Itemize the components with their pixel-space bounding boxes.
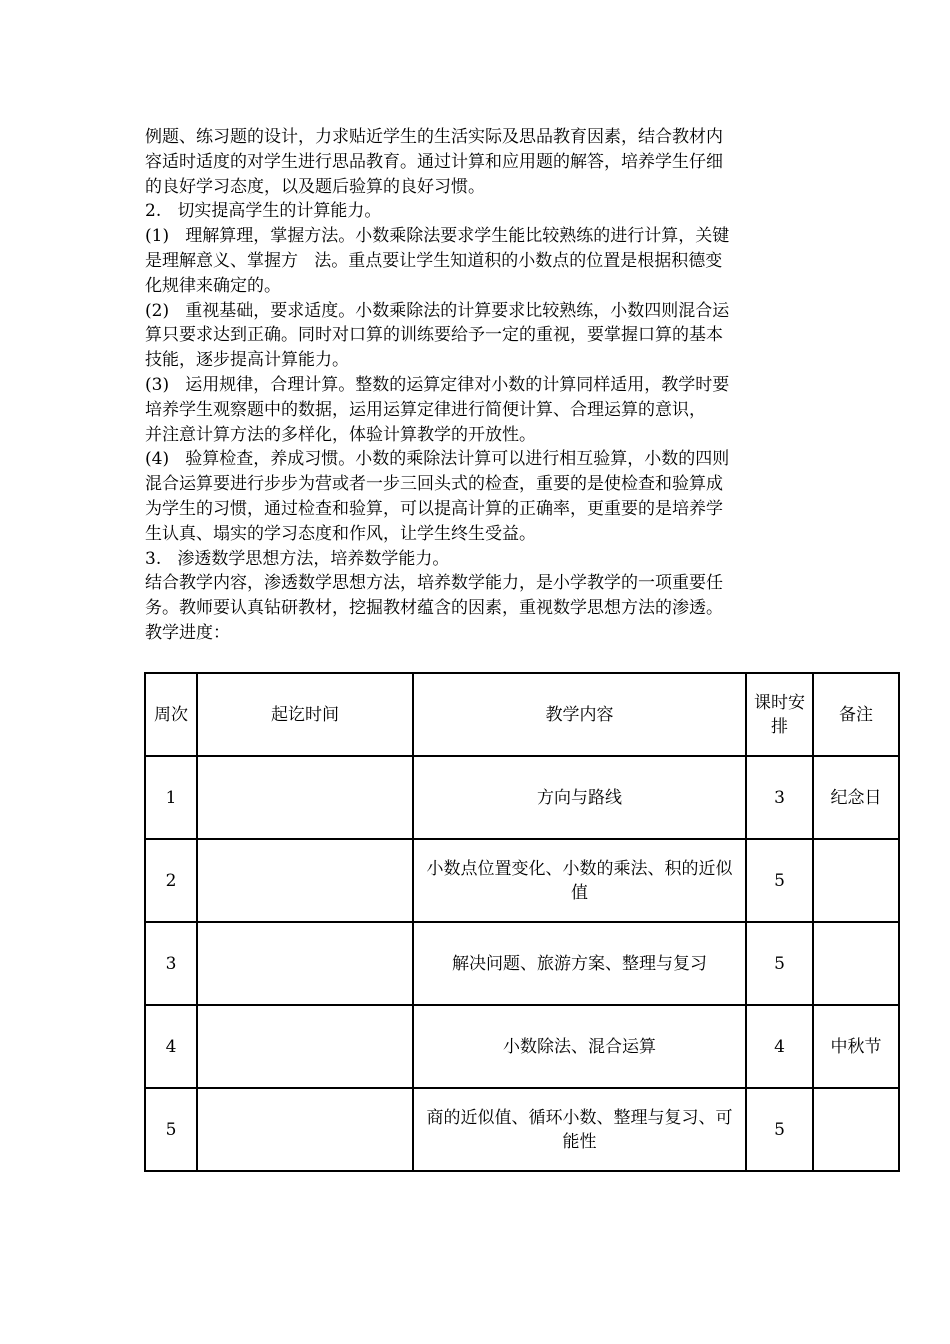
table-header-row	[145, 673, 899, 756]
header-time: 起讫时间	[197, 673, 413, 756]
paragraph-line: 技能，逐步提高计算能力。	[145, 350, 349, 371]
cell-time	[197, 756, 413, 839]
cell-note	[813, 1088, 899, 1171]
cell-time	[197, 839, 413, 922]
cell-hours: 5	[746, 922, 813, 1005]
teaching-schedule-table	[144, 672, 900, 1172]
table-row	[145, 922, 899, 1005]
paragraph-line: (4) 验算检查，养成习惯。小数的乘除法计算可以进行相互验算，小数的四则	[145, 449, 730, 470]
paragraph-line: 化规律来确定的。	[145, 275, 281, 296]
cell-hours: 5	[746, 839, 813, 922]
paragraph-line: (3) 运用规律，合理计算。整数的运算定律对小数的计算同样适用，教学时要	[145, 374, 730, 395]
cell-week: 3	[145, 922, 197, 1005]
table-row	[145, 756, 899, 839]
cell-hours: 5	[746, 1088, 813, 1171]
paragraph-line: (1) 理解算理，掌握方法。小数乘除法要求学生能比较熟练的进行计算，关键	[145, 226, 730, 247]
paragraph-line: 混合运算要进行步步为营或者一步三回头式的检查，重要的是使检查和验算成	[145, 474, 723, 495]
paragraph-line: (2) 重视基础，要求适度。小数乘除法的计算要求比较熟练，小数四则混合运	[145, 300, 730, 321]
cell-time	[197, 1005, 413, 1088]
cell-week: 4	[145, 1005, 197, 1088]
section-heading-3: 3. 渗透数学思想方法，培养数学能力。	[145, 548, 450, 569]
paragraph-line: 的良好学习态度，以及题后验算的良好习惯。	[145, 176, 485, 197]
cell-week: 1	[145, 756, 197, 839]
cell-hours: 4	[746, 1005, 813, 1088]
paragraph-line: 容适时适度的对学生进行思品教育。通过计算和应用题的解答，培养学生仔细	[145, 151, 723, 172]
cell-note	[813, 839, 899, 922]
cell-content: 小数除法、混合运算	[413, 1005, 746, 1088]
paragraph-line: 为学生的习惯，通过检查和验算，可以提高计算的正确率，更重要的是培养学	[145, 498, 723, 519]
table-row	[145, 1005, 899, 1088]
paragraph-line: 算只要求达到正确。同时对口算的训练要给予一定的重视，要掌握口算的基本	[145, 325, 723, 346]
table-row	[145, 839, 899, 922]
paragraph-line: 培养学生观察题中的数据，运用运算定律进行简便计算、合理运算的意识，	[145, 399, 706, 420]
header-content: 教学内容	[413, 673, 746, 756]
header-hours: 课时安排	[746, 673, 813, 756]
cell-time	[197, 922, 413, 1005]
section-heading-2: 2. 切实提高学生的计算能力。	[145, 201, 382, 222]
paragraph-line: 结合教学内容，渗透数学思想方法，培养数学能力，是小学教学的一项重要任	[145, 573, 723, 594]
cell-time	[197, 1088, 413, 1171]
paragraph-line: 生认真、塌实的学习态度和作风，让学生终生受益。	[145, 523, 536, 544]
paragraph-line: 务。教师要认真钻研教材，挖掘教材蕴含的因素，重视数学思想方法的渗透。	[145, 598, 723, 619]
cell-note	[813, 922, 899, 1005]
body-text	[145, 125, 815, 646]
paragraph-line: 是理解意义、掌握方 法。重点要让学生知道积的小数点的位置是根据积德变	[145, 250, 723, 271]
cell-content: 商的近似值、循环小数、整理与复习、可能性	[413, 1088, 746, 1171]
cell-content: 方向与路线	[413, 756, 746, 839]
cell-note: 纪念日	[813, 756, 899, 839]
cell-content: 小数点位置变化、小数的乘法、积的近似值	[413, 839, 746, 922]
header-week: 周次	[145, 673, 197, 756]
cell-content: 解决问题、旅游方案、整理与复习	[413, 922, 746, 1005]
cell-week: 2	[145, 839, 197, 922]
cell-note: 中秋节	[813, 1005, 899, 1088]
cell-week: 5	[145, 1088, 197, 1171]
cell-hours: 3	[746, 756, 813, 839]
header-note: 备注	[813, 673, 899, 756]
table-row	[145, 1088, 899, 1171]
schedule-label: 教学进度：	[145, 622, 230, 643]
paragraph-line: 例题、练习题的设计，力求贴近学生的生活实际及思品教育因素，结合教材内	[145, 127, 723, 147]
paragraph-line: 并注意计算方法的多样化，体验计算教学的开放性。	[145, 424, 536, 445]
